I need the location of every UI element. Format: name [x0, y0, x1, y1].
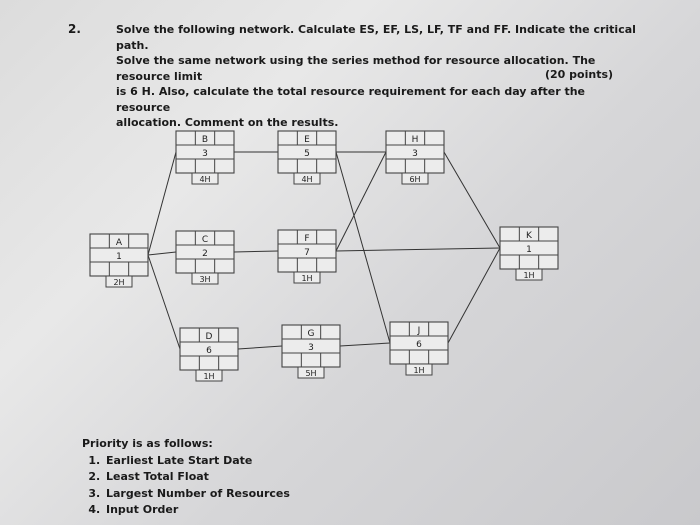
activity-duration: 3: [308, 343, 314, 353]
activity-node-b: [176, 131, 234, 184]
dependency-arrow: [148, 252, 176, 255]
dependency-arrow: [336, 152, 390, 343]
activity-node-h: [386, 131, 444, 184]
priority-list: [82, 436, 290, 519]
activity-node-e: [278, 131, 336, 184]
activity-duration: 2: [202, 249, 208, 259]
problem-line: Solve the following network. Calculate ES, EF, LS, LF, TF and FF. Indicate the critical path.: [116, 23, 636, 52]
problem-line: is 6 H. Also, calculate the total resource requirement for each day after the resource: [116, 85, 586, 114]
dependency-arrow: [448, 248, 500, 343]
activity-resource: 1H: [523, 271, 535, 280]
priority-item: 3. Largest Number of Resources: [104, 486, 290, 503]
dependency-arrow: [444, 152, 500, 248]
activity-duration: 3: [412, 149, 418, 159]
activity-label: H: [411, 135, 419, 145]
priority-item: 4. Input Order: [104, 502, 290, 519]
activity-duration: 5: [304, 149, 310, 159]
activity-node-a: [90, 234, 148, 287]
dependency-arrow: [148, 255, 180, 349]
activity-label: E: [304, 135, 310, 145]
activity-label: D: [205, 332, 213, 342]
activity-duration: 6: [416, 340, 422, 350]
activity-resource: 3H: [199, 275, 211, 284]
activity-node-k: [500, 227, 558, 280]
activity-resource: 1H: [413, 366, 425, 375]
activity-node-d: [180, 328, 238, 381]
priority-item: 2. Least Total Float: [104, 469, 290, 486]
activity-label: G: [307, 329, 315, 339]
activity-duration: 7: [304, 248, 310, 258]
activity-label: F: [304, 234, 310, 244]
activity-node-f: [278, 230, 336, 283]
dependency-arrow: [148, 152, 176, 255]
activity-resource: 2H: [113, 278, 125, 287]
activity-resource: 1H: [203, 372, 215, 381]
question-number: 2.: [68, 22, 81, 36]
activity-label: J: [417, 326, 421, 336]
activity-duration: 1: [526, 245, 532, 255]
dependency-arrow: [238, 346, 282, 349]
dependency-arrow: [234, 251, 278, 252]
activity-resource: 6H: [409, 175, 421, 184]
dependency-arrow: [340, 343, 390, 346]
problem-line: Solve the same network using the series method for resource allocation. The resource limit: [116, 54, 596, 83]
problem-line: allocation. Comment on the results.: [116, 116, 339, 129]
priority-item: 1. Earliest Late Start Date: [104, 453, 290, 470]
points-label: (20 points): [545, 68, 614, 81]
activity-label: K: [526, 231, 532, 241]
activity-duration: 3: [202, 149, 208, 159]
activity-resource: 4H: [301, 175, 313, 184]
activity-node-g: [282, 325, 340, 378]
activity-duration: 1: [116, 252, 122, 262]
network-nodes: [90, 131, 558, 381]
activity-label: B: [201, 135, 209, 145]
activity-node-j: [390, 322, 448, 375]
priority-heading: Priority is as follows:: [82, 437, 213, 450]
dependency-arrow: [336, 248, 500, 251]
activity-label: A: [115, 238, 123, 248]
activity-resource: 4H: [199, 175, 211, 184]
activity-resource: 5H: [305, 369, 317, 378]
activity-label: C: [201, 235, 209, 245]
activity-duration: 6: [206, 346, 212, 356]
activity-resource: 1H: [301, 274, 313, 283]
dependency-arrow: [336, 152, 386, 251]
activity-node-c: [176, 231, 234, 284]
